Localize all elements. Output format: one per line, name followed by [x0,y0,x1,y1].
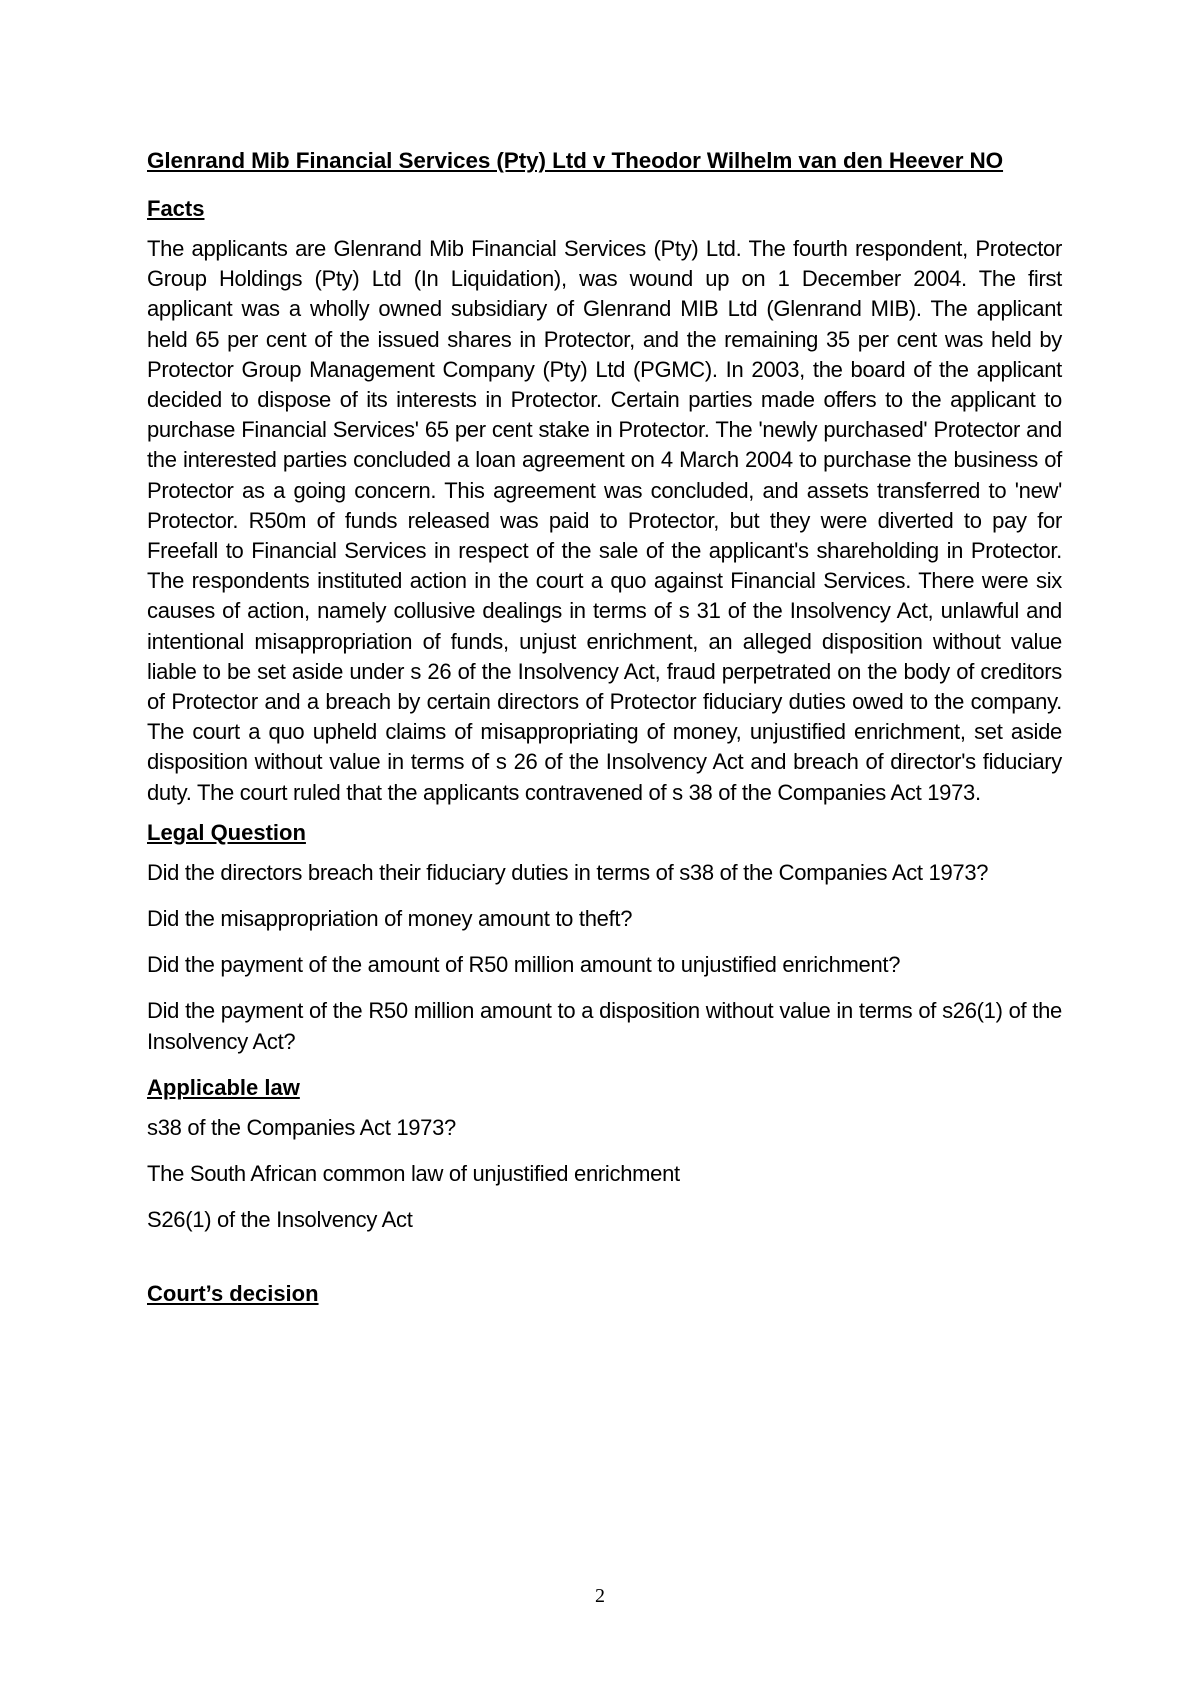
facts-heading: Facts [147,196,205,221]
applicable-law-heading: Applicable law [147,1074,300,1100]
applicable-law-item-2: The South African common law of unjustified enrichment [147,1161,680,1187]
applicable-law-item-1: s38 of the Companies Act 1973? [147,1114,456,1140]
legal-question-1: Did the directors breach their fiduciary duties in terms of s38 of the Companies Act 1973? [147,859,989,885]
legal-question-heading: Legal Question [147,819,306,845]
legal-question-3: Did the payment of the amount of R50 million amount to unjustified enrichment? [147,952,901,978]
case-title: Glenrand Mib Financial Services (Pty) Ltd v Theodor Wilhelm van den Heever NO [147,148,1004,173]
legal-question-4: Did the payment of the R50 million amount to a disposition without value in terms of s26(1) of the Insolvency Act? [147,998,1062,1054]
legal-question-2: Did the misappropriation of money amount to theft? [147,906,633,932]
document-page [147,146,1062,1319]
applicable-law-item-3: S26(1) of the Insolvency Act [147,1207,413,1233]
courts-decision-heading: Court’s decision [147,1281,319,1307]
facts-paragraph: The applicants are Glenrand Mib Financial Services (Pty) Ltd. The fourth respondent, Protector Group Holdings (Pty) Ltd (In Liquidation), was wound up on 1 December 2004. The first applicant was a wholly owned subsidiary of Glenrand MIB Ltd (Glenrand MIB). The applicant held 65 per cent of the issued shares in Protector, and the remaining 35 per cent was held by Protector Group Management Company (Pty) Ltd (PGMC). In 2003, the board of the applicant decided to dispose of its interests in Protector. Certain parties made offers to the applicant to purchase Financial Services' 65 per cent stake in Protector. The 'newly purchased' Protector and the interested parties concluded a loan agreement on 4 March 2004 to purchase the business of Protector as a going concern. This agreement was concluded, and assets transferred to 'new' Protector. R50m of funds released was paid to Protector, but they were diverted to pay for Freefall to Financial Services in respect of the sale of the applicant's shareholding in Protector. The respondents instituted action in the court a quo against Financial Services. There were six causes of action, namely collusive dealings in terms of s 31 of the Insolvency Act, unlawful and intentional misappropriation of funds, unjust enrichment, an alleged disposition without value liable to be set aside under s 26 of the Insolvency Act, fraud perpetrated on the body of creditors of Protector and a breach by certain directors of Protector fiduciary duties owed to the company. The court a quo upheld claims of misappropriating of money, unjustified enrichment, set aside disposition without value in terms of s 26 of the Insolvency Act and breach of director's fiduciary duty. The court ruled that the applicants contravened of s 38 of the Companies Act 1973. [147,236,1062,805]
page-number: 2 [595,1585,605,1607]
